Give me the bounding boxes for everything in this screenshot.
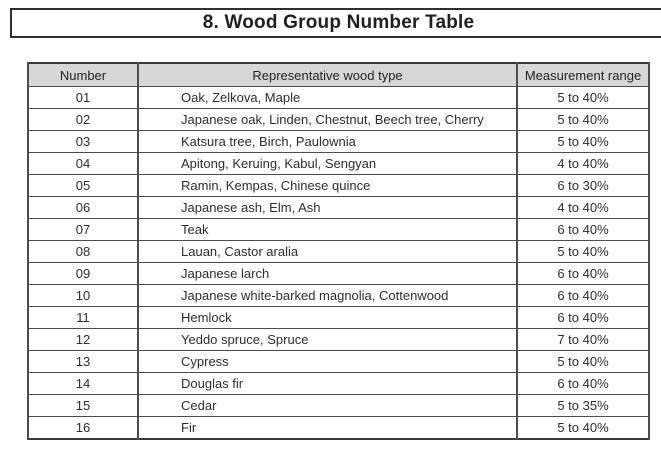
table-cell-wood: Cedar	[138, 395, 517, 417]
table-cell-wood: Cypress	[138, 351, 517, 373]
table-cell-number: 13	[28, 351, 138, 373]
table-cell-wood: Japanese oak, Linden, Chestnut, Beech tree, Cherry	[138, 109, 517, 131]
table-row	[28, 373, 649, 395]
table-row	[28, 197, 649, 219]
table-row	[28, 87, 649, 109]
table-row	[28, 395, 649, 417]
table-cell-number: 11	[28, 307, 138, 329]
table-cell-range: 5 to 40%	[517, 351, 649, 373]
table-cell-range: 6 to 40%	[517, 263, 649, 285]
table-cell-range: 5 to 40%	[517, 241, 649, 263]
table-row	[28, 131, 649, 153]
table-cell-wood: Oak, Zelkova, Maple	[138, 87, 517, 109]
table-cell-range: 6 to 40%	[517, 307, 649, 329]
table-row	[28, 329, 649, 351]
table-cell-range: 4 to 40%	[517, 153, 649, 175]
table-cell-wood: Apitong, Keruing, Kabul, Sengyan	[138, 153, 517, 175]
table-cell-wood: Japanese white-barked magnolia, Cottenwood	[138, 285, 517, 307]
table-row	[28, 219, 649, 241]
wood-group-table	[27, 62, 650, 440]
table-cell-range: 6 to 40%	[517, 285, 649, 307]
table-cell-number: 14	[28, 373, 138, 395]
table-cell-number: 16	[28, 417, 138, 440]
table-cell-range: 6 to 30%	[517, 175, 649, 197]
table-cell-number: 03	[28, 131, 138, 153]
column-header-measurement-range: Measurement range	[517, 63, 649, 87]
table-cell-range: 7 to 40%	[517, 329, 649, 351]
table-cell-range: 5 to 40%	[517, 109, 649, 131]
table-cell-wood: Fir	[138, 417, 517, 440]
table-cell-number: 08	[28, 241, 138, 263]
table-cell-number: 04	[28, 153, 138, 175]
table-cell-range: 5 to 35%	[517, 395, 649, 417]
table-row	[28, 263, 649, 285]
table-cell-number: 06	[28, 197, 138, 219]
table-row	[28, 285, 649, 307]
table-row	[28, 153, 649, 175]
table-cell-wood: Teak	[138, 219, 517, 241]
table-cell-range: 6 to 40%	[517, 219, 649, 241]
table-cell-wood: Douglas fir	[138, 373, 517, 395]
title-box	[10, 8, 661, 38]
table-cell-wood: Hemlock	[138, 307, 517, 329]
page-title: 8. Wood Group Number Table	[202, 12, 475, 33]
table-cell-number: 10	[28, 285, 138, 307]
table-cell-number: 12	[28, 329, 138, 351]
table-header-row	[28, 63, 649, 87]
table-cell-number: 09	[28, 263, 138, 285]
table-row	[28, 109, 649, 131]
table-cell-range: 4 to 40%	[517, 197, 649, 219]
table-cell-number: 05	[28, 175, 138, 197]
table-cell-wood: Lauan, Castor aralia	[138, 241, 517, 263]
table-cell-wood: Japanese larch	[138, 263, 517, 285]
table-row	[28, 417, 649, 440]
table-cell-range: 5 to 40%	[517, 417, 649, 440]
table-cell-number: 07	[28, 219, 138, 241]
table-cell-number: 01	[28, 87, 138, 109]
table-cell-range: 6 to 40%	[517, 373, 649, 395]
table-row	[28, 175, 649, 197]
table-cell-number: 02	[28, 109, 138, 131]
table-cell-number: 15	[28, 395, 138, 417]
table-row	[28, 241, 649, 263]
table-cell-wood: Japanese ash, Elm, Ash	[138, 197, 517, 219]
column-header-wood-type: Representative wood type	[138, 63, 517, 87]
table-cell-wood: Katsura tree, Birch, Paulownia	[138, 131, 517, 153]
table-cell-range: 5 to 40%	[517, 131, 649, 153]
table-row	[28, 307, 649, 329]
table-row	[28, 351, 649, 373]
table-cell-wood: Yeddo spruce, Spruce	[138, 329, 517, 351]
table-cell-range: 5 to 40%	[517, 87, 649, 109]
column-header-number: Number	[28, 63, 138, 87]
table-cell-wood: Ramin, Kempas, Chinese quince	[138, 175, 517, 197]
